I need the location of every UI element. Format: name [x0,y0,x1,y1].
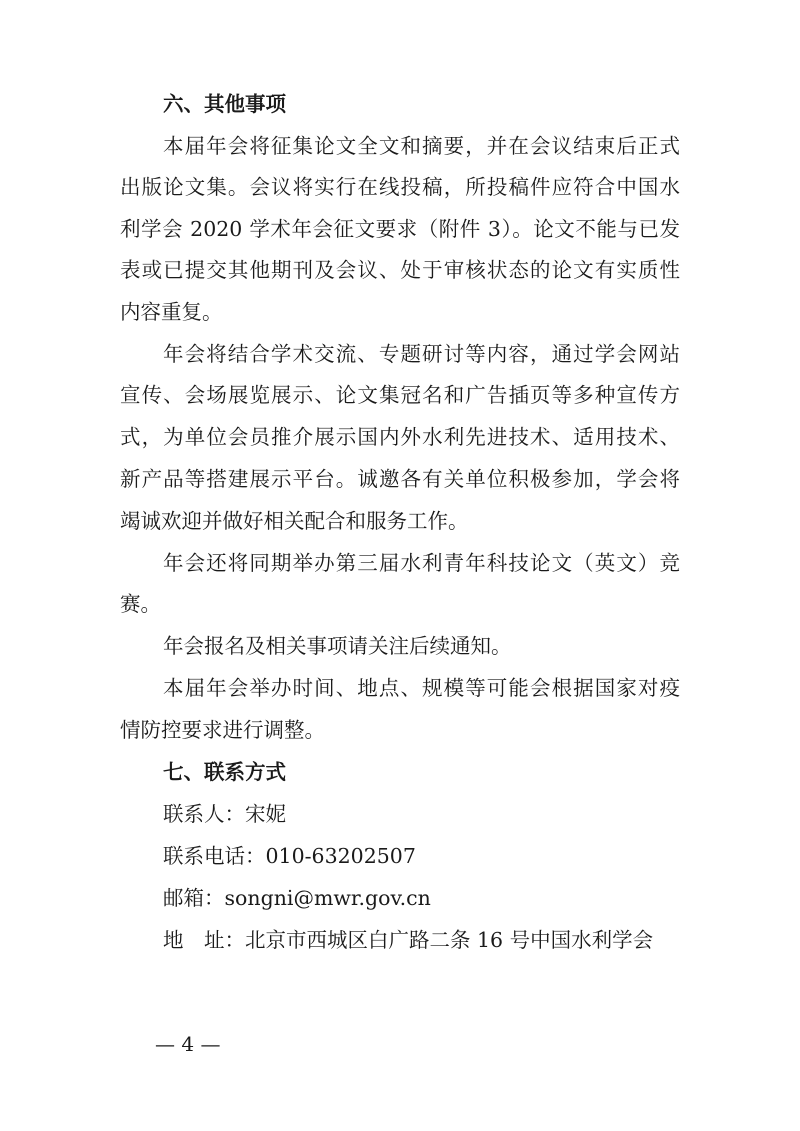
paragraph-line: 宣传、会场展览展示、论文集冠名和广告插页等多种宣传方 [120,383,680,407]
section-6-heading: 六、其他事项 [163,92,286,116]
paragraph-line: 本届年会举办时间、地点、规模等可能会根据国家对疫 [163,676,680,700]
paragraph-line: 年会还将同期举办第三届水利青年科技论文（英文）竞 [163,551,680,575]
paragraph-line: 内容重复。 [120,300,223,324]
paragraph-line: 情防控要求进行调整。 [120,718,325,742]
contact-person: 联系人：宋妮 [163,802,286,826]
contact-email: 邮箱：songni@mwr.gov.cn [163,886,431,910]
contact-phone: 联系电话：010-63202507 [163,844,416,868]
page-number: — 4 — [155,1032,221,1056]
paragraph-line: 式，为单位会员推介展示国内外水利先进技术、适用技术、 [120,425,680,449]
paragraph-line: 赛。 [120,592,161,616]
paragraph-line: 利学会 2020 学术年会征文要求（附件 3）。论文不能与已发 [120,217,680,241]
paragraph-line: 新产品等搭建展示平台。诚邀各有关单位积极参加，学会将 [120,467,680,491]
paragraph-line: 本届年会将征集论文全文和摘要，并在会议结束后正式 [163,134,680,158]
paragraph-line: 年会报名及相关事项请关注后续通知。 [163,634,512,658]
section-7-heading: 七、联系方式 [163,760,286,784]
contact-address: 地 址：北京市西城区白广路二条 16 号中国水利学会 [163,928,654,952]
paragraph-line: 出版论文集。会议将实行在线投稿，所投稿件应符合中国水 [120,175,680,199]
paragraph-line: 年会将结合学术交流、专题研讨等内容，通过学会网站 [163,342,680,366]
paragraph-line: 表或已提交其他期刊及会议、处于审核状态的论文有实质性 [120,258,680,282]
paragraph-line: 竭诚欢迎并做好相关配合和服务工作。 [120,509,469,533]
